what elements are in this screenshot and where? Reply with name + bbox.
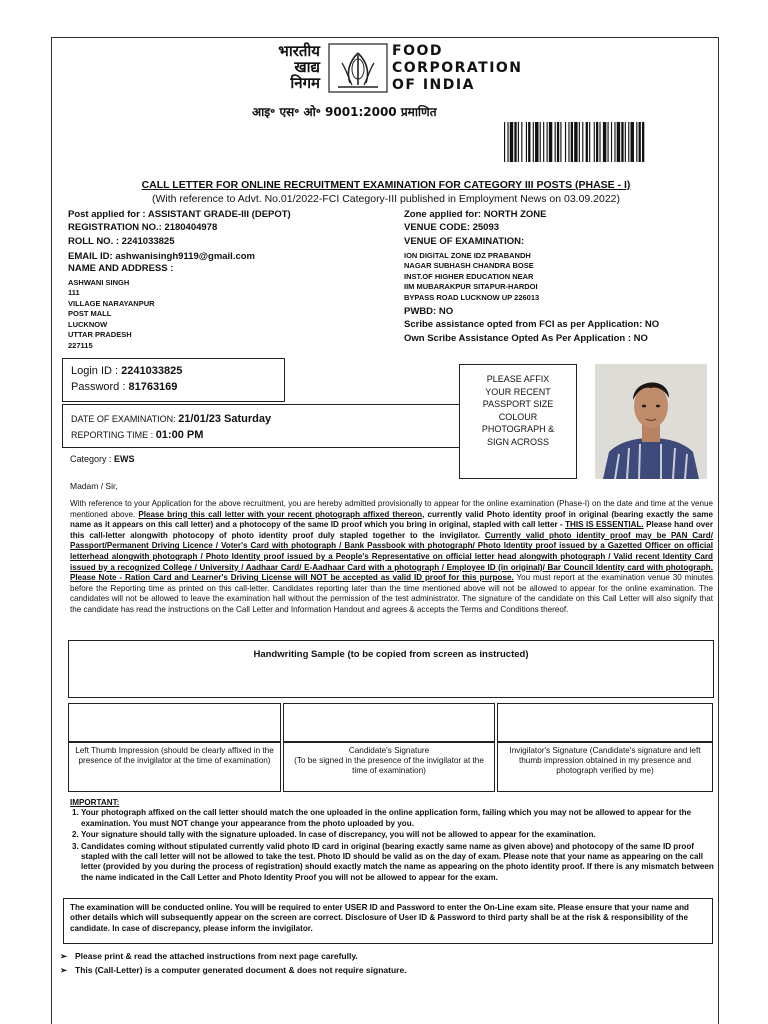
important-item: 1. Your photograph affixed on the call letter should match the one uploaded in the online application form, failing which you may not be allowed to appear for the examination. You must NOT change your appearance from the photo uploaded by you. [81,808,715,829]
barcode-bar [611,122,612,162]
barcode-bar [510,122,513,162]
barcode-bar [596,122,598,162]
english-line-1: FOOD [392,43,443,59]
arrow-icon: ➢ [60,951,68,961]
category [70,454,135,464]
arrow-icon: ➢ [60,965,68,975]
barcode-bar [579,122,580,162]
iso-certification: आइ॰ एस॰ ओ॰ 9001:2000 प्रमाणित [252,105,437,119]
address-line: VILLAGE NARAYANPUR [68,298,155,308]
address-line: 111 [68,288,80,297]
body-part: THIS IS ESSENTIAL. [565,520,644,530]
affix-line: PASSPORT SIZE [482,399,554,409]
affix-line: SIGN ACROSS [486,436,549,447]
barcode-bar [589,122,590,162]
letter-title: CALL LETTER FOR ONLINE RECRUITMENT EXAMINATION FOR CATEGORY III POSTS (PHASE - I) [141,179,631,191]
address-line: UTTAR PRADESH [68,330,132,339]
affix-line: COLOUR [498,411,538,422]
name-address-label: NAME AND ADDRESS : [68,263,174,274]
reporting-time-row [71,427,451,443]
barcode-bar [594,122,595,162]
category-value: EWS [114,454,135,464]
pwbd-status: PWBD: NO [404,306,454,317]
barcode-bar [608,122,609,162]
fci-english-name [392,43,523,94]
barcode-bar [521,122,522,162]
barcode-bar [636,122,637,162]
venue-address [404,251,659,304]
exam-schedule-box [62,404,460,448]
scribe-own: Own Scribe Assistance Opted As Per Application : NO [404,333,648,344]
thumb-impression-box [68,703,281,742]
barcode-bar [549,122,552,162]
barcode-bar [614,122,615,162]
barcode-bar [568,122,569,162]
barcode-bar [535,122,538,162]
address-block [68,278,291,352]
barcode-bar [560,122,561,162]
body-part: With reference to your Application for the above recruitment, you are hereby admitted provisionally to appear for the online examination (Phase-I) on the date and time at the venue mentioned above. [70,499,713,519]
body-part: Currently valid photo identity proof may be PAN Card/ Passport/Permanent Driving Licence / Voter's Card with photograph / Bank Passbook with photograph/ Photo Identity proof issued by a Gazetted Officer on official letterhead alongwith photograph / Photo Identity proof issued by a People's Representative on official letter head alongwith photograph / Valid recent Identity Card issued by a recognized College / University / Aadhaar Card/ E-Aadhaar Card with a photograph / Employee ID (in original)/ Bar Council Identity card with photograph. Please Note - Ration Card and Learner's Driving License will NOT be accepted as valid ID proof for this purpose. [70,530,713,583]
footer-notes [60,949,407,977]
venue-code: VENUE CODE: 25093 [404,221,500,233]
footer-note [60,949,407,963]
hindi-line-1: भारतीय [278,42,320,60]
barcode-bar [507,122,508,162]
venue-line: NAGAR SUBHASH CHANDRA BOSE [404,261,534,270]
handwriting-sample-box [68,640,714,698]
invigilator-signature-label: Invigilator's Signature (Candidate's signature and left thumb impression obtained in my presence and photograph verified by me) [497,742,713,792]
footer-note [60,963,407,977]
barcode-bar [574,122,577,162]
venue-line: IIM MUBARAKPUR SITAPUR-HARDOI [404,282,538,291]
barcode-bar [582,122,583,162]
barcode-bar [639,122,641,162]
address-line: POST MALL [68,309,112,318]
password-label: Password : [71,381,129,393]
english-line-3: OF INDIA [392,77,475,93]
barcode-bar [603,122,606,162]
login-id-label: Login ID : [71,365,122,377]
english-line-2: CORPORATION [392,60,523,76]
barcode-bar [617,122,620,162]
venue-line: INST.OF HIGHER EDUCATION NEAR [404,271,534,281]
important-item: 2. Your signature should tally with the signature uploaded. In case of discrepancy, you will not be allowed to appear for the examination. [81,830,715,840]
address-line: ASHWANI SINGH [68,277,130,287]
barcode-bar [526,122,527,162]
affix-line: YOUR RECENT [485,386,551,397]
roll-no: ROLL NO. : 2241033825 [68,236,175,247]
important-heading: IMPORTANT: [70,798,120,807]
barcode-bar [586,122,588,162]
footer-note-text: Please print & read the attached instructions from next page carefully. [75,951,358,961]
post-applied: Post applied for : ASSISTANT GRADE-III (DEPOT) [68,209,291,220]
barcode [502,122,706,162]
category-label: Category : [70,454,115,464]
scribe-fci: Scribe assistance opted from FCI as per Application: NO [404,318,660,330]
login-id-row [71,363,276,379]
footer-note-text: This (Call-Letter) is a computer generated document & does not require signature. [75,965,407,975]
barcode-bar [533,122,534,162]
instructions-paragraph [70,499,713,616]
barcode-bar [571,122,573,162]
online-exam-notice: The examination will be conducted online. You will be required to enter USER ID and Password to enter the On-Line exam site. Please ensure that your name and other details which will subsequently appear on the screen are correct. Disclosure of User ID & Password to third party shall be at the risk & responsibility of the candidate. In case of discrepancy, please inform the invigilator. [63,898,713,944]
fci-hindi-name [240,43,320,91]
barcode-bar [621,122,623,162]
barcode-bar [514,122,516,162]
body-part: Please bring this call letter with your recent photograph affixed thereon, [138,509,425,519]
venue-line: ION DIGITAL ZONE IDZ PRABANDH [404,250,531,260]
login-credentials-box [62,358,285,402]
affix-line: PHOTOGRAPH & [481,424,555,434]
exam-venue-info [404,209,659,346]
exam-date-row [71,411,451,427]
barcode-bar [628,122,629,162]
venue-label: VENUE OF EXAMINATION: [404,236,525,247]
barcode-bar [631,122,634,162]
login-id-value: 2241033825 [121,365,183,377]
barcode-bar [518,122,519,162]
thumb-impression-label: Left Thumb Impression (should be clearly affixed in the presence of the invigilator at the time of examination) [68,742,281,792]
address-line: LUCKNOW [68,319,108,329]
important-item: 3. Candidates coming without stipulated currently valid photo ID card in original (bearing exactly same name as given above) and photocopy of the same ID proof stapled with the call letter will not be allowed to take the test. Photo ID should be valid as on the day of exam. Please note that your name as appearing on the call letter (provided by you during the process of registration) should exactly match the name as appearing on the photo identity proof. If there is any mismatch between the name indicated in the Call Letter and Photo Identity Proof you will not be allowed to appear for the exam. [81,842,715,884]
salutation: Madam / Sir, [70,481,118,491]
candidate-info [68,209,291,351]
call-letter-page [51,37,719,1024]
letter-subtitle: (With reference to Advt. No.01/2022-FCI Category-III published in Employment News on 03.09.2022) [151,193,621,205]
exam-date-label: DATE OF EXAMINATION: [71,414,179,424]
body-part: Please hand over this call-letter alongwith photocopy of photo identity proof duly stapled together to the invigilator. [70,520,713,540]
barcode-bar [565,122,566,162]
candidate-signature-label: Candidate's Signature (To be signed in the presence of the invigilator at the time of examination) [283,742,495,792]
fci-emblem-icon [328,43,388,93]
exam-date-value: 21/01/23 Saturday [178,413,272,425]
barcode-bar [555,122,556,162]
password-value: 81763169 [128,381,178,393]
registration-no: REGISTRATION NO.: 2180404978 [68,221,218,233]
venue-line: BYPASS ROAD LUCKNOW UP 226013 [404,292,540,302]
important-section [70,798,715,884]
hindi-line-2: खाद्य [294,58,320,76]
barcode-bar [625,122,626,162]
barcode-bar [543,122,544,162]
address-line: 227115 [68,340,93,350]
candidate-photo [595,364,707,479]
barcode-bar [528,122,530,162]
barcode-bar [599,122,600,162]
barcode-bar [642,122,644,162]
email-id: EMAIL ID: ashwanisingh9119@gmail.com [68,250,255,262]
affix-line: PLEASE AFFIX [486,374,550,384]
hindi-line-3: निगम [290,74,320,92]
barcode-bar [557,122,559,162]
barcode-bar [540,122,541,162]
zone-applied: Zone applied for: NORTH ZONE [404,209,547,220]
handwriting-title: Handwriting Sample (to be copied from screen as instructed) [253,649,529,660]
barcode-bar [547,122,548,162]
candidate-signature-box [283,703,495,742]
password-row [71,379,276,395]
body-part: You must report at the examination venue 30 minutes before the Reporting time as printed on this call-letter. Candidates reporting later than the time mentioned above will not be allowed to appear for the online examination. The candidates will not be allowed to leave the examination hall without the permission of the test administrator. The signature of the candidate on this Call Letter will also signify that the candidate has read the instructions on the Call Letter and Information Handout and agrees & accepts the Terms and Conditions thereof. [70,573,713,614]
invigilator-signature-box [497,703,713,742]
reporting-time-label: REPORTING TIME : [71,430,156,440]
barcode-bar [504,122,505,162]
reporting-time-value: 01:00 PM [155,429,204,441]
body-part: currently valid Photo identity proof in original (bearing exactly the same name as it appears on this call letter) and a photocopy of the same ID proof which you bring in original, stapled with call letter - [70,509,713,530]
photo-affix-box [459,364,577,479]
